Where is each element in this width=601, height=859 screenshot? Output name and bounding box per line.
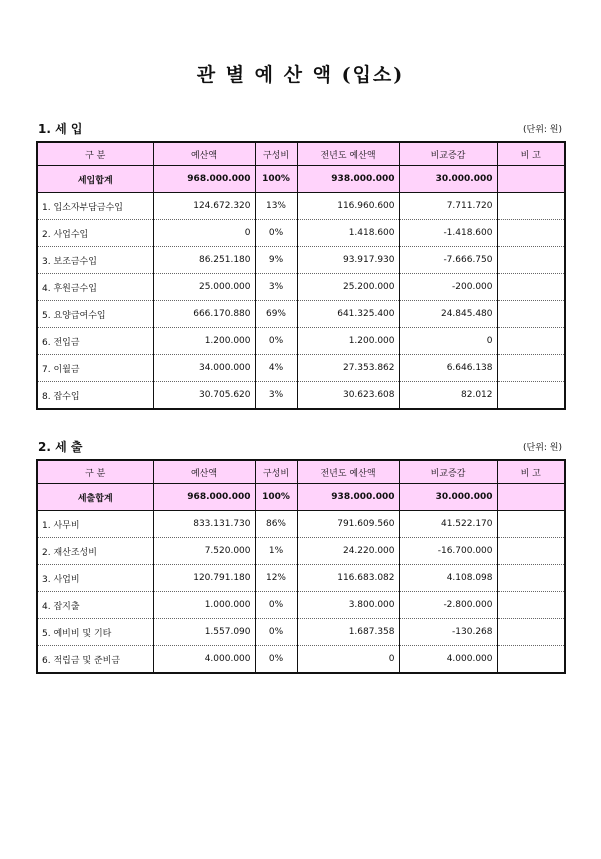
cell-diff: -7.666.750 — [399, 247, 497, 274]
cell-diff: 4.108.098 — [399, 565, 497, 592]
cell-name: 7. 이월금 — [37, 355, 153, 382]
col-budget-header: 예산액 — [153, 460, 255, 484]
cell-diff: 24.845.480 — [399, 301, 497, 328]
cell-prev: 1.200.000 — [297, 328, 399, 355]
cell-prev: 1.687.358 — [297, 619, 399, 646]
cell-note — [497, 511, 565, 538]
cell-budget: 34.000.000 — [153, 355, 255, 382]
cell-prev: 1.418.600 — [297, 220, 399, 247]
cell-prev: 24.220.000 — [297, 538, 399, 565]
cell-ratio: 100% — [255, 166, 297, 193]
table-row — [37, 511, 565, 538]
cell-ratio: 0% — [255, 328, 297, 355]
cell-note — [497, 619, 565, 646]
cell-note — [497, 484, 565, 511]
cell-prev: 0 — [297, 646, 399, 674]
cell-note — [497, 166, 565, 193]
col-note-header: 비 고 — [497, 460, 565, 484]
col-ratio-header: 구성비 — [255, 142, 297, 166]
cell-ratio: 13% — [255, 193, 297, 220]
cell-diff: 6.646.138 — [399, 355, 497, 382]
cell-budget: 30.705.620 — [153, 382, 255, 410]
total-row — [37, 166, 565, 193]
cell-prev: 116.683.082 — [297, 565, 399, 592]
cell-ratio: 0% — [255, 646, 297, 674]
cell-name: 세입합계 — [37, 166, 153, 193]
cell-prev: 791.609.560 — [297, 511, 399, 538]
cell-name: 8. 잡수입 — [37, 382, 153, 410]
cell-prev: 641.325.400 — [297, 301, 399, 328]
cell-ratio: 0% — [255, 619, 297, 646]
cell-note — [497, 646, 565, 674]
cell-budget: 25.000.000 — [153, 274, 255, 301]
table-row — [37, 382, 565, 410]
table-row — [37, 220, 565, 247]
table-row — [37, 247, 565, 274]
cell-prev: 27.353.862 — [297, 355, 399, 382]
cell-budget: 120.791.180 — [153, 565, 255, 592]
income-table — [36, 141, 566, 410]
cell-budget: 86.251.180 — [153, 247, 255, 274]
cell-ratio: 4% — [255, 355, 297, 382]
cell-prev: 3.800.000 — [297, 592, 399, 619]
cell-diff: -1.418.600 — [399, 220, 497, 247]
cell-prev: 93.917.930 — [297, 247, 399, 274]
col-ratio-header: 구성비 — [255, 460, 297, 484]
cell-name: 6. 전입금 — [37, 328, 153, 355]
cell-prev: 938.000.000 — [297, 484, 399, 511]
cell-ratio: 1% — [255, 538, 297, 565]
cell-diff: -16.700.000 — [399, 538, 497, 565]
cell-diff: 7.711.720 — [399, 193, 497, 220]
col-gubun-header: 구 분 — [37, 142, 153, 166]
table-header-row — [37, 460, 565, 484]
cell-ratio: 0% — [255, 220, 297, 247]
cell-note — [497, 538, 565, 565]
cell-ratio: 69% — [255, 301, 297, 328]
cell-diff: -2.800.000 — [399, 592, 497, 619]
cell-note — [497, 301, 565, 328]
table-row — [37, 301, 565, 328]
cell-diff: 82.012 — [399, 382, 497, 410]
cell-diff: 0 — [399, 328, 497, 355]
cell-note — [497, 220, 565, 247]
cell-ratio: 86% — [255, 511, 297, 538]
table-row — [37, 538, 565, 565]
cell-name: 3. 사업비 — [37, 565, 153, 592]
cell-name: 2. 재산조성비 — [37, 538, 153, 565]
cell-budget: 968.000.000 — [153, 484, 255, 511]
table-row — [37, 355, 565, 382]
expense-section-header — [38, 438, 562, 454]
cell-ratio: 3% — [255, 382, 297, 410]
income-section-header — [38, 120, 562, 136]
cell-budget: 833.131.730 — [153, 511, 255, 538]
cell-diff: 41.522.170 — [399, 511, 497, 538]
cell-diff: 4.000.000 — [399, 646, 497, 674]
col-diff-header: 비교증감 — [399, 142, 497, 166]
cell-name: 3. 보조금수입 — [37, 247, 153, 274]
table-row — [37, 274, 565, 301]
cell-budget: 1.200.000 — [153, 328, 255, 355]
table-row — [37, 592, 565, 619]
expense-section-title: 2. 세 출 — [38, 440, 83, 454]
table-row — [37, 646, 565, 674]
cell-ratio: 12% — [255, 565, 297, 592]
cell-note — [497, 592, 565, 619]
col-budget-header: 예산액 — [153, 142, 255, 166]
cell-note — [497, 382, 565, 410]
expense-table — [36, 459, 566, 674]
table-header-row — [37, 142, 565, 166]
income-unit-label: (단위: 원) — [523, 125, 562, 135]
cell-name: 2. 사업수입 — [37, 220, 153, 247]
col-diff-header: 비교증감 — [399, 460, 497, 484]
cell-prev: 30.623.608 — [297, 382, 399, 410]
cell-prev: 25.200.000 — [297, 274, 399, 301]
table-row — [37, 565, 565, 592]
cell-budget: 7.520.000 — [153, 538, 255, 565]
cell-ratio: 100% — [255, 484, 297, 511]
cell-name: 5. 요양급여수입 — [37, 301, 153, 328]
cell-budget: 1.557.090 — [153, 619, 255, 646]
cell-diff: -130.268 — [399, 619, 497, 646]
cell-name: 6. 적립금 및 준비금 — [37, 646, 153, 674]
cell-note — [497, 355, 565, 382]
cell-diff: -200.000 — [399, 274, 497, 301]
document-title: 관 별 예 산 액 (입소) — [196, 64, 405, 86]
total-row — [37, 484, 565, 511]
cell-name: 1. 사무비 — [37, 511, 153, 538]
cell-name: 4. 잡지출 — [37, 592, 153, 619]
table-row — [37, 193, 565, 220]
cell-note — [497, 193, 565, 220]
cell-budget: 968.000.000 — [153, 166, 255, 193]
cell-ratio: 0% — [255, 592, 297, 619]
cell-name: 5. 예비비 및 기타 — [37, 619, 153, 646]
cell-name: 1. 입소자부담금수입 — [37, 193, 153, 220]
col-prev-header: 전년도 예산액 — [297, 460, 399, 484]
cell-budget: 666.170.880 — [153, 301, 255, 328]
col-note-header: 비 고 — [497, 142, 565, 166]
col-gubun-header: 구 분 — [37, 460, 153, 484]
cell-budget: 0 — [153, 220, 255, 247]
cell-prev: 938.000.000 — [297, 166, 399, 193]
table-row — [37, 619, 565, 646]
cell-name: 세출합계 — [37, 484, 153, 511]
table-row — [37, 328, 565, 355]
cell-ratio: 9% — [255, 247, 297, 274]
cell-budget: 124.672.320 — [153, 193, 255, 220]
cell-note — [497, 565, 565, 592]
expense-unit-label: (단위: 원) — [523, 443, 562, 453]
cell-note — [497, 274, 565, 301]
cell-budget: 4.000.000 — [153, 646, 255, 674]
cell-prev: 116.960.600 — [297, 193, 399, 220]
col-prev-header: 전년도 예산액 — [297, 142, 399, 166]
income-section-title: 1. 세 입 — [38, 122, 83, 136]
cell-diff: 30.000.000 — [399, 166, 497, 193]
cell-diff: 30.000.000 — [399, 484, 497, 511]
cell-budget: 1.000.000 — [153, 592, 255, 619]
cell-ratio: 3% — [255, 274, 297, 301]
cell-note — [497, 247, 565, 274]
cell-name: 4. 후원금수입 — [37, 274, 153, 301]
cell-note — [497, 328, 565, 355]
